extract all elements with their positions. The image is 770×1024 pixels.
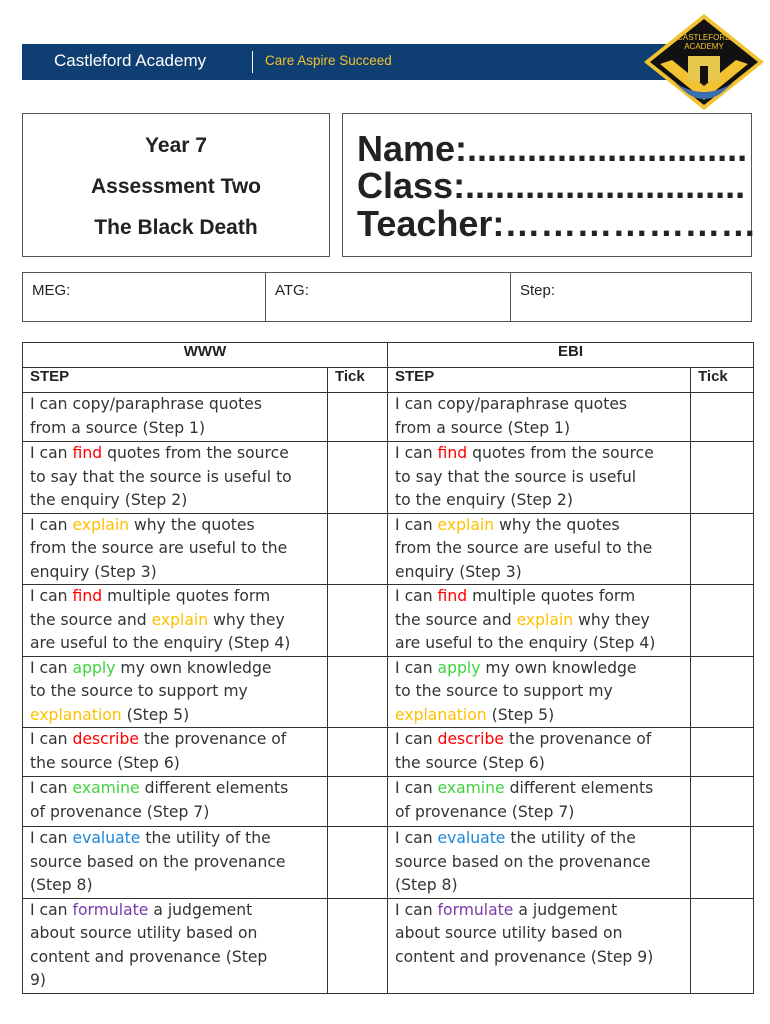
- step-text: source based on the provenance: [30, 852, 286, 871]
- www-step-cell: [23, 898, 328, 993]
- step-text: of provenance (Step 7): [395, 802, 575, 821]
- step-text: are useful to the enquiry (Step 4): [395, 634, 656, 652]
- step-text: enquiry (Step 3): [30, 562, 157, 581]
- step-text: my own knowledge: [480, 658, 637, 677]
- step-text: a judgement: [148, 900, 253, 919]
- ebi-step-cell: [388, 442, 691, 514]
- step-line: [30, 537, 320, 561]
- skill-keyword: formulate: [72, 900, 149, 919]
- table-row: [23, 393, 754, 442]
- teacher-field[interactable]: Teacher:…………………: [357, 203, 757, 244]
- step-line: [30, 609, 320, 633]
- step-line: [30, 417, 320, 441]
- step-text: to the enquiry (Step 2): [395, 491, 573, 509]
- ebi-step-cell: [388, 513, 691, 585]
- table-row: [23, 827, 754, 899]
- ebi-step-cell: [388, 656, 691, 728]
- table-row: [23, 585, 754, 657]
- step-text: I can: [30, 829, 73, 847]
- meg-field[interactable]: MEG:: [23, 273, 266, 321]
- step-line: [395, 704, 683, 728]
- class-field[interactable]: Class:............................: [357, 165, 746, 206]
- ebi-tick-box[interactable]: [691, 442, 754, 514]
- step-line: [30, 442, 320, 466]
- step-text: my own knowledge: [115, 658, 272, 677]
- step-text: content and provenance (Step 9): [395, 947, 654, 966]
- step-text: I can: [30, 515, 73, 534]
- table-row: [23, 442, 754, 514]
- www-ebi-table: [22, 342, 754, 994]
- skill-keyword: evaluate: [437, 829, 506, 847]
- www-tick-box[interactable]: [328, 777, 388, 827]
- step-line: [395, 632, 683, 656]
- step-text: why the quotes: [494, 515, 620, 534]
- www-step-cell: [23, 777, 328, 827]
- step-line: [30, 561, 320, 585]
- step-text: (Step 8): [30, 876, 93, 894]
- step-text: different elements: [139, 779, 289, 797]
- step-text: different elements: [504, 779, 654, 797]
- step-line: [395, 609, 683, 633]
- student-details-box: [342, 113, 757, 257]
- www-step-cell: [23, 393, 328, 442]
- step-line: [30, 827, 320, 851]
- assessment-label: Assessment Two: [91, 175, 261, 198]
- ebi-tick-box[interactable]: [691, 728, 754, 777]
- skill-keyword: find: [72, 587, 103, 605]
- step-text: 9): [30, 971, 47, 989]
- ebi-tick-box[interactable]: [691, 656, 754, 728]
- step-text: multiple quotes form: [467, 587, 636, 605]
- step-line: [30, 680, 320, 704]
- www-step-cell: [23, 513, 328, 585]
- name-field[interactable]: Name:............................: [357, 128, 748, 169]
- www-tick-box[interactable]: [328, 728, 388, 777]
- step-text: are useful to the enquiry (Step 4): [30, 634, 291, 652]
- step-line: [30, 632, 320, 656]
- step-line: [395, 514, 683, 538]
- step-text: a judgement: [513, 900, 618, 919]
- assessment-title-box: [22, 113, 330, 257]
- step-line: [30, 704, 320, 728]
- www-tick-box[interactable]: [328, 585, 388, 657]
- step-text: (Step 8): [395, 876, 458, 894]
- step-text: why they: [573, 610, 650, 629]
- ebi-tick-box[interactable]: [691, 513, 754, 585]
- table-row: [23, 513, 754, 585]
- step-line: [30, 874, 320, 898]
- ebi-step-cell: [388, 777, 691, 827]
- step-line: [30, 899, 320, 923]
- atg-field[interactable]: ATG:: [266, 273, 511, 321]
- table-row: [23, 777, 754, 827]
- step-text: to the source to support my: [395, 682, 613, 700]
- step-text: I can: [395, 779, 438, 797]
- skill-keyword: apply: [72, 658, 116, 677]
- svg-text:ACADEMY: ACADEMY: [684, 42, 724, 51]
- ebi-header: EBI: [388, 343, 754, 368]
- step-line: [30, 752, 320, 776]
- step-text: the enquiry (Step 2): [30, 491, 188, 509]
- step-text: from a source (Step 1): [395, 418, 571, 437]
- step-line: [30, 801, 320, 825]
- ebi-step-cell: [388, 393, 691, 442]
- table-row: [23, 728, 754, 777]
- step-text: I can: [395, 730, 438, 748]
- step-text: I can: [30, 779, 73, 797]
- step-text: I can: [395, 515, 438, 534]
- step-line: [395, 489, 683, 513]
- step-line: [395, 442, 683, 466]
- www-step-header: STEP: [23, 368, 328, 393]
- www-tick-header: Tick: [328, 368, 388, 393]
- step-text: the source and: [30, 610, 152, 629]
- www-step-cell: [23, 442, 328, 514]
- step-text: I can: [395, 587, 438, 605]
- skill-keyword: describe: [72, 730, 139, 748]
- step-text: (Step 5): [486, 705, 555, 724]
- step-line: [395, 417, 683, 441]
- step-line: [395, 657, 683, 681]
- step-text: the provenance of: [503, 730, 652, 748]
- www-step-cell: [23, 827, 328, 899]
- step-text: I can: [30, 658, 73, 677]
- step-text: the source (Step 6): [30, 753, 180, 772]
- step-text: (Step 5): [121, 705, 190, 724]
- step-line: [30, 585, 320, 609]
- step-text: of provenance (Step 7): [30, 802, 210, 821]
- www-tick-box[interactable]: [328, 827, 388, 899]
- header-banner: [22, 44, 702, 80]
- step-text: enquiry (Step 3): [395, 562, 522, 581]
- skill-keyword: apply: [437, 658, 481, 677]
- step-line: [30, 393, 320, 417]
- school-name: Castleford Academy: [54, 51, 207, 70]
- step-text: from the source are useful to the: [30, 539, 288, 557]
- skill-keyword: explain: [151, 610, 209, 629]
- skill-keyword: evaluate: [72, 829, 141, 847]
- step-text: I can: [30, 587, 73, 605]
- step-line: [395, 899, 683, 923]
- step-text: the utility of the: [505, 829, 636, 847]
- skill-keyword: find: [72, 444, 103, 462]
- step-line: [395, 946, 683, 970]
- step-line: [395, 561, 683, 585]
- targets-row: [22, 272, 752, 322]
- table-row: [23, 656, 754, 728]
- ebi-tick-box[interactable]: [691, 585, 754, 657]
- skill-keyword: explain: [516, 610, 574, 629]
- ebi-tick-header: Tick: [691, 368, 754, 393]
- ebi-tick-box[interactable]: [691, 898, 754, 993]
- step-line: [30, 489, 320, 513]
- ebi-step-cell: [388, 827, 691, 899]
- skill-keyword: explanation: [30, 705, 122, 724]
- step-text: to say that the source is useful to: [30, 467, 292, 486]
- ebi-tick-box[interactable]: [691, 777, 754, 827]
- year-label: Year 7: [145, 134, 207, 157]
- www-tick-box[interactable]: [328, 898, 388, 993]
- step-line: [395, 752, 683, 776]
- step-text: about source utility based on: [395, 924, 623, 942]
- table-row: [23, 898, 754, 993]
- skill-keyword: find: [437, 444, 468, 462]
- www-tick-box[interactable]: [328, 442, 388, 514]
- step-line: [395, 466, 683, 490]
- topic-label: The Black Death: [94, 216, 258, 239]
- step-text: about source utility based on: [30, 924, 258, 942]
- step-text: quotes from the source: [102, 444, 289, 462]
- step-text: I can: [30, 444, 73, 462]
- www-step-cell: [23, 656, 328, 728]
- school-motto: Care Aspire Succeed: [265, 53, 392, 68]
- step-text: to say that the source is useful: [395, 467, 637, 486]
- www-header: WWW: [23, 343, 388, 368]
- divider: [252, 51, 253, 73]
- skill-keyword: examine: [72, 779, 140, 797]
- step-text: the source (Step 6): [395, 753, 545, 772]
- skill-keyword: formulate: [437, 900, 514, 919]
- step-text: why the quotes: [129, 515, 255, 534]
- step-text: to the source to support my: [30, 682, 248, 700]
- step-text: I can copy/paraphrase quotes: [395, 395, 628, 413]
- step-text: source based on the provenance: [395, 852, 651, 871]
- step-line: [395, 728, 683, 752]
- step-text: quotes from the source: [467, 444, 654, 462]
- step-line: [30, 466, 320, 490]
- step-text: the source and: [395, 610, 517, 629]
- www-step-cell: [23, 728, 328, 777]
- ebi-step-header: STEP: [388, 368, 691, 393]
- school-crest-logo: [640, 12, 768, 112]
- step-text: I can: [395, 900, 438, 919]
- skill-keyword: explain: [72, 515, 130, 534]
- ebi-step-cell: [388, 585, 691, 657]
- ebi-tick-box[interactable]: [691, 827, 754, 899]
- www-tick-box[interactable]: [328, 393, 388, 442]
- step-text: from the source are useful to the: [395, 539, 653, 557]
- step-line: [395, 801, 683, 825]
- step-text: from a source (Step 1): [30, 418, 206, 437]
- step-line: [395, 680, 683, 704]
- step-text: the provenance of: [138, 730, 287, 748]
- www-tick-box[interactable]: [328, 513, 388, 585]
- step-text: I can: [395, 658, 438, 677]
- step-line: [30, 657, 320, 681]
- step-text: I can: [395, 829, 438, 847]
- step-line: [30, 969, 320, 993]
- skill-keyword: examine: [437, 779, 505, 797]
- step-text: I can: [395, 444, 438, 462]
- www-step-cell: [23, 585, 328, 657]
- step-text: I can: [30, 730, 73, 748]
- ebi-step-cell: [388, 728, 691, 777]
- ebi-tick-box[interactable]: [691, 393, 754, 442]
- step-line: [30, 946, 320, 970]
- step-line: [30, 777, 320, 801]
- step-text: content and provenance (Step: [30, 947, 268, 966]
- step-line: [30, 851, 320, 875]
- step-line: [395, 922, 683, 946]
- skill-keyword: describe: [437, 730, 504, 748]
- svg-text:CASTLEFORD: CASTLEFORD: [677, 33, 731, 42]
- step-field[interactable]: Step:: [520, 282, 556, 299]
- step-line: [395, 851, 683, 875]
- skill-keyword: explanation: [395, 705, 487, 724]
- step-line: [395, 537, 683, 561]
- step-line: [30, 922, 320, 946]
- step-text: I can copy/paraphrase quotes: [30, 395, 263, 413]
- step-line: [395, 874, 683, 898]
- step-text: why they: [208, 610, 285, 629]
- step-line: [395, 827, 683, 851]
- ebi-step-cell: [388, 898, 691, 993]
- skill-keyword: find: [437, 587, 468, 605]
- step-text: multiple quotes form: [102, 587, 271, 605]
- skill-keyword: explain: [437, 515, 495, 534]
- step-line: [395, 393, 683, 417]
- step-text: the utility of the: [140, 829, 271, 847]
- www-tick-box[interactable]: [328, 656, 388, 728]
- step-text: I can: [30, 900, 73, 919]
- step-line: [395, 777, 683, 801]
- step-line: [30, 728, 320, 752]
- step-line: [30, 514, 320, 538]
- step-line: [395, 585, 683, 609]
